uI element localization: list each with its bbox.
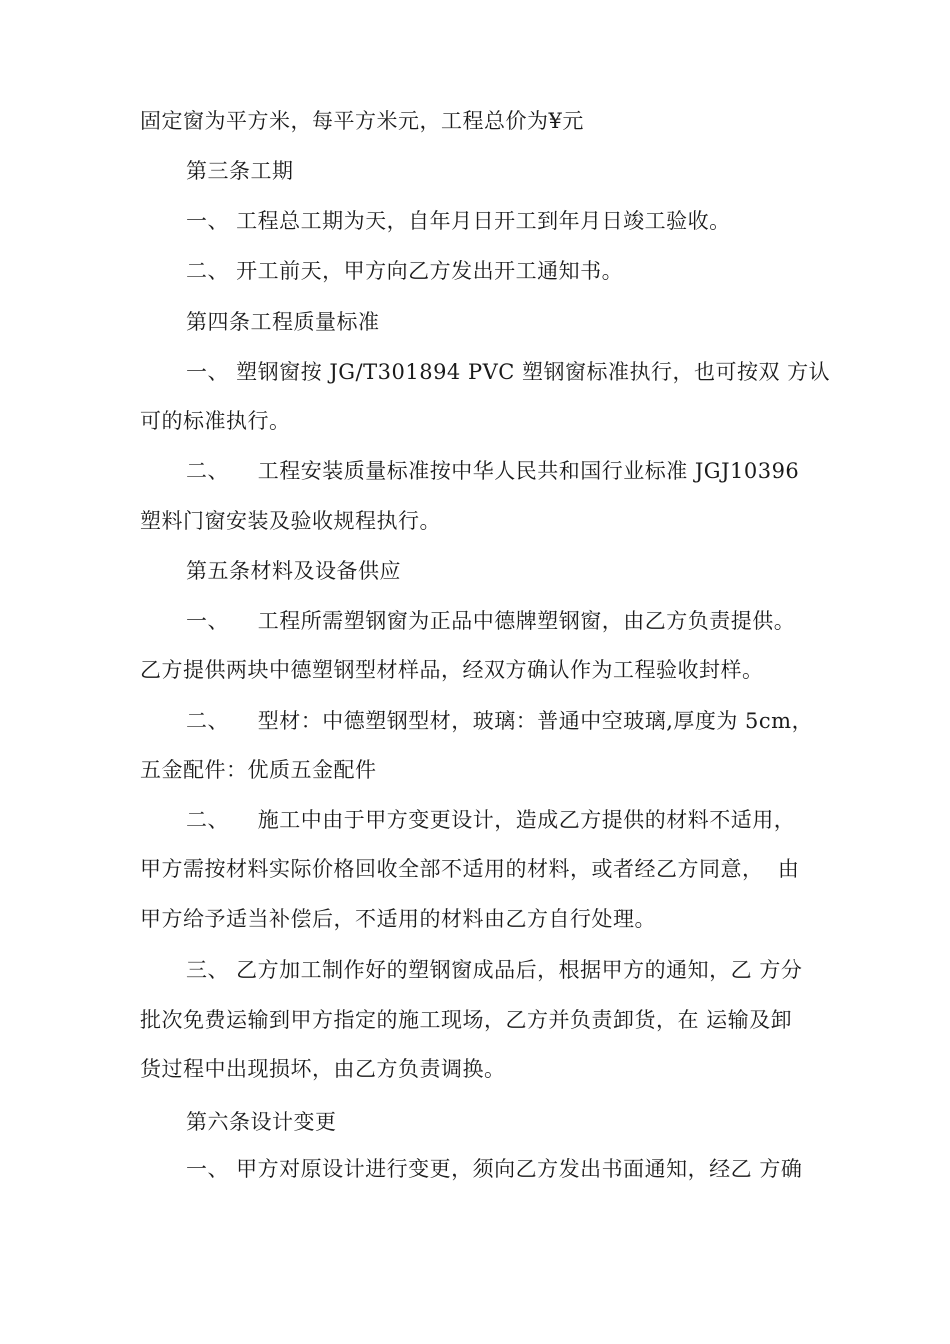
text-line: 二、 施工中由于甲方变更设计，造成乙方提供的材料不适用， (186, 808, 796, 832)
text-line: 批次免费运输到甲方指定的施工现场，乙方并负责卸货，在 运输及卸 (140, 1008, 793, 1032)
text-line: 乙方提供两块中德塑钢型材样品，经双方确认作为工程验收封样。 (140, 658, 764, 682)
text-line: 二、 开工前天，甲方向乙方发出开工通知书。 (186, 259, 624, 283)
text-line: 可的标准执行。 (140, 409, 291, 433)
section-heading: 第三条工期 (186, 159, 294, 183)
text-line: 货过程中出现损坏，由乙方负责调换。 (140, 1057, 506, 1081)
text-line: 甲方需按材料实际价格回收全部不适用的材料，或者经乙方同意， 由 (140, 857, 800, 881)
text-line: 固定窗为平方米，每平方米元，工程总价为¥元 (140, 109, 584, 133)
section-heading: 第四条工程质量标准 (186, 310, 380, 334)
section-heading: 第六条设计变更 (186, 1110, 337, 1134)
text-line: 三、 乙方加工制作好的塑钢窗成品后，根据甲方的通知，乙 方分 (186, 958, 803, 982)
text-line: 一、 甲方对原设计进行变更，须向乙方发出书面通知，经乙 方确 (186, 1157, 803, 1181)
text-line: 甲方给予适当补偿后，不适用的材料由乙方自行处理。 (140, 907, 656, 931)
text-line: 五金配件：优质五金配件 (140, 758, 377, 782)
section-heading: 第五条材料及设备供应 (186, 559, 401, 583)
text-line: 二、 工程安装质量标准按中华人民共和国行业标准 JGJ10396 (186, 459, 800, 483)
text-line: 塑料门窗安装及验收规程执行。 (140, 509, 441, 533)
text-line: 一、 工程所需塑钢窗为正品中德牌塑钢窗，由乙方负责提供。 (186, 609, 796, 633)
text-line: 一、 塑钢窗按 JG/T301894 PVC 塑钢窗标准执行，也可按双 方认 (186, 360, 831, 384)
text-line: 一、 工程总工期为天，自年月日开工到年月日竣工验收。 (186, 209, 731, 233)
text-line: 二、 型材：中德塑钢型材，玻璃：普通中空玻璃,厚度为 5cm， (186, 709, 814, 733)
